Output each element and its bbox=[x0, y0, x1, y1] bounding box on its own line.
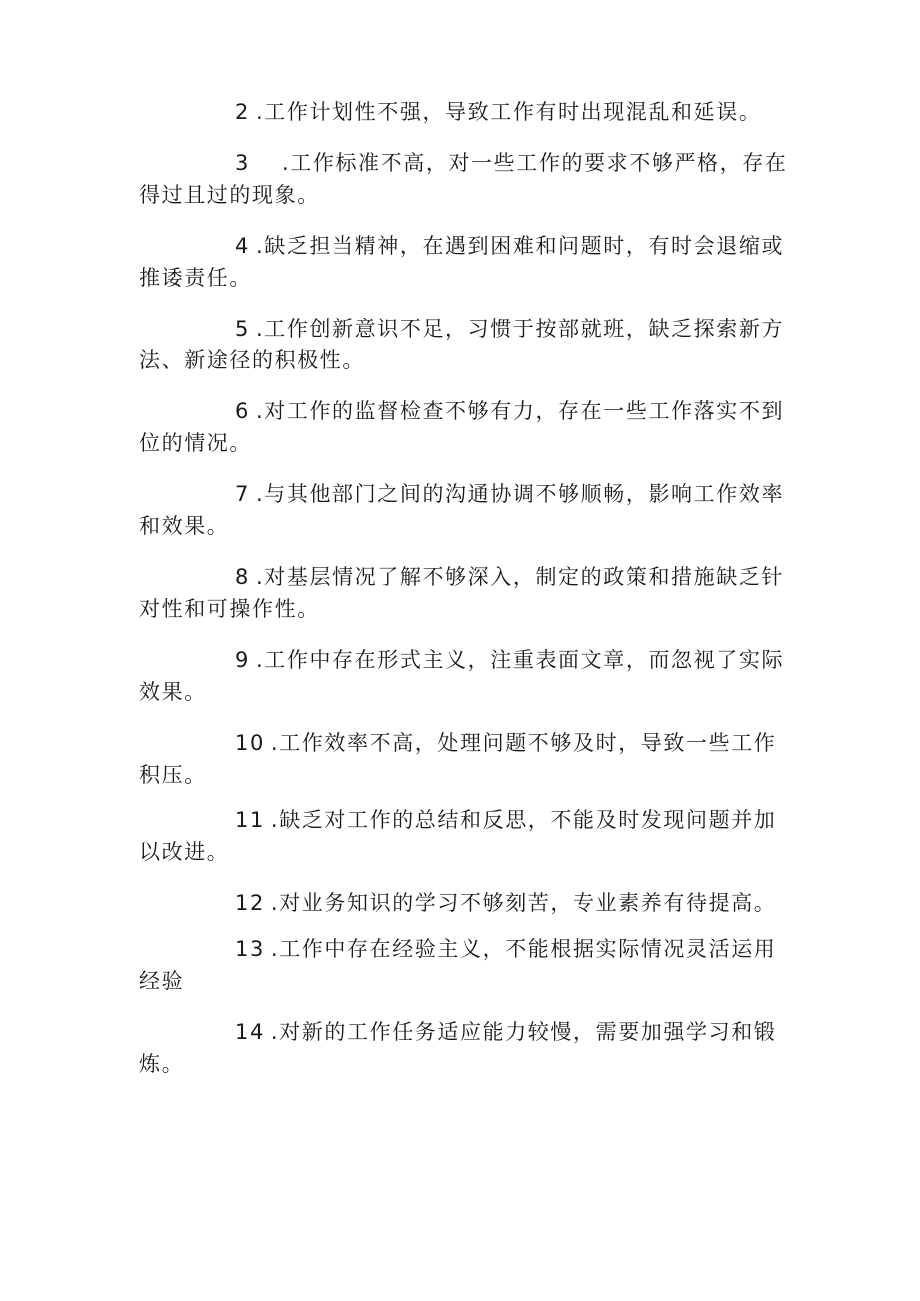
list-item-3 bbox=[139, 148, 789, 212]
list-item-13 bbox=[139, 934, 789, 998]
item-text: .对基层情况了解不够深入，制定的政策和措施缺乏针对性和可操作性。 bbox=[139, 564, 785, 621]
item-text: .对新的工作任务适应能力较慢，需要加强学习和锻炼。 bbox=[139, 1019, 777, 1076]
item-text: .工作中存在经验主义，不能根据实际情况灵活运用经验 bbox=[139, 937, 777, 994]
item-number: 7 bbox=[235, 482, 250, 507]
list-item-6 bbox=[139, 396, 789, 460]
list-item-5 bbox=[139, 314, 789, 378]
item-number: 8 bbox=[235, 564, 250, 589]
item-number: 3 bbox=[235, 150, 250, 175]
item-text: .工作标准不高，对一些工作的要求不够严格，存在得过且过的现象。 bbox=[139, 150, 788, 207]
item-number: 14 bbox=[235, 1019, 265, 1044]
item-text: .工作创新意识不足，习惯于按部就班，缺乏探索新方法、新途径的积极性。 bbox=[139, 316, 785, 373]
list-item-10 bbox=[139, 728, 789, 792]
item-number: 13 bbox=[235, 937, 265, 962]
item-number: 6 bbox=[235, 399, 250, 424]
item-number: 5 bbox=[235, 316, 250, 341]
list-item-4 bbox=[139, 231, 789, 295]
item-number: 4 bbox=[235, 233, 250, 258]
item-text: .对业务知识的学习不够刻苦，专业素养有待提高。 bbox=[270, 891, 777, 916]
item-number: 11 bbox=[235, 808, 265, 833]
list-item-14 bbox=[139, 1017, 789, 1081]
item-number: 9 bbox=[235, 647, 250, 672]
list-item-2 bbox=[139, 97, 789, 129]
item-text: .对工作的监督检查不够有力，存在一些工作落实不到位的情况。 bbox=[139, 399, 785, 456]
item-number: 10 bbox=[235, 730, 265, 755]
item-number: 12 bbox=[235, 891, 265, 916]
list-item-7 bbox=[139, 479, 789, 543]
item-text: .与其他部门之间的沟通协调不够顺畅，影响工作效率和效果。 bbox=[139, 482, 785, 539]
list-item-9 bbox=[139, 645, 789, 709]
list-item-11 bbox=[139, 805, 789, 869]
list-item-8 bbox=[139, 562, 789, 626]
item-text: .缺乏担当精神，在遇到困难和问题时，有时会退缩或推诿责任。 bbox=[139, 233, 785, 290]
item-text: .缺乏对工作的总结和反思，不能及时发现问题并加以改进。 bbox=[139, 808, 777, 865]
item-text: .工作中存在形式主义，注重表面文章，而忽视了实际效果。 bbox=[139, 647, 785, 704]
document-body bbox=[139, 97, 789, 1100]
list-item-12 bbox=[139, 888, 789, 920]
item-text: .工作计划性不强，导致工作有时出现混乱和延误。 bbox=[255, 100, 762, 124]
item-number: 2 bbox=[235, 100, 250, 124]
item-text: .工作效率不高，处理问题不够及时，导致一些工作积压。 bbox=[139, 730, 777, 787]
